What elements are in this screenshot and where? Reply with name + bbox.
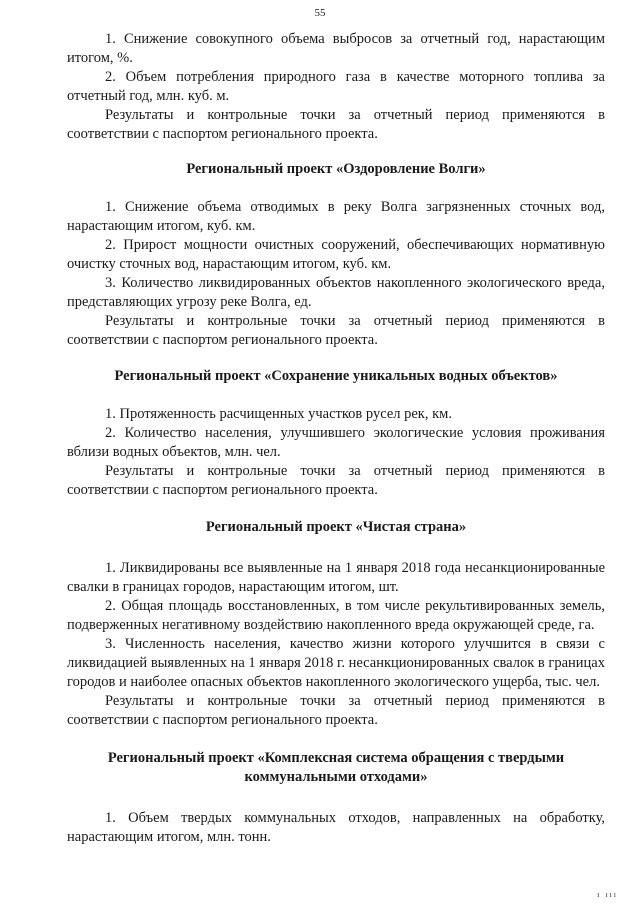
- paragraph: 2. Объем потребления природного газа в качестве моторного топлива за отчетный год, млн. куб. м.: [67, 69, 605, 104]
- paragraph: Результаты и контрольные точки за отчетный период применяются в соответствии с паспортом регионального проекта.: [67, 313, 605, 348]
- section-heading: Региональный проект «Комплексная система обращения с твердыми коммунальными отходами»: [107, 750, 565, 785]
- section-waste-management: [67, 749, 605, 847]
- paragraph: 2. Прирост мощности очистных сооружений, обеспечивающих нормативную очистку сточных вод, нарастающим итогом, куб. км.: [67, 237, 605, 272]
- section-water-objects: [67, 367, 605, 500]
- paragraph: 1. Объем твердых коммунальных отходов, направленных на обработку, нарастающим итогом, млн. тонн.: [67, 810, 605, 845]
- scan-marks: ı ııı: [597, 890, 618, 899]
- paragraph: 1. Снижение совокупного объема выбросов за отчетный год, нарастающим итогом, %.: [67, 31, 605, 66]
- section-volga: [67, 160, 605, 350]
- paragraph: 3. Количество ликвидированных объектов накопленного экологического вреда, представляющих угрозу реке Волга, ед.: [67, 275, 605, 310]
- paragraph: 2. Количество населения, улучшившего экологические условия проживания вблизи водных объектов, млн. чел.: [67, 425, 605, 460]
- intro-section: [67, 30, 605, 144]
- document-body: [67, 30, 605, 847]
- paragraph: Результаты и контрольные точки за отчетный период применяются в соответствии с паспортом регионального проекта.: [67, 463, 605, 498]
- paragraph: 3. Численность населения, качество жизни которого улучшится в связи с ликвидацией выявленных на 1 января 2018 г. несанкционированных свалок в границах городов и наиболее опасных объектов накопленного экологического ущерба, тыс. чел.: [67, 636, 605, 690]
- section-heading: Региональный проект «Чистая страна»: [205, 519, 467, 535]
- paragraph: 2. Общая площадь восстановленных, в том числе рекультивированных земель, подверженных негативному воздействию накопленного вреда окружающей среде, га.: [67, 598, 605, 633]
- paragraph: 1. Ликвидированы все выявленные на 1 января 2018 года несанкционированные свалки в границах городов, нарастающим итогом, шт.: [67, 560, 605, 595]
- section-clean-country: [67, 518, 605, 730]
- paragraph: Результаты и контрольные точки за отчетный период применяются в соответствии с паспортом регионального проекта.: [67, 107, 605, 142]
- paragraph: Результаты и контрольные точки за отчетный период применяются в соответствии с паспортом регионального проекта.: [67, 693, 605, 728]
- section-heading: Региональный проект «Оздоровление Волги»: [186, 161, 486, 177]
- page-number: 55: [314, 7, 326, 19]
- section-heading: Региональный проект «Сохранение уникальных водных объектов»: [114, 368, 558, 384]
- paragraph: 1. Снижение объема отводимых в реку Волга загрязненных сточных вод, нарастающим итогом, куб. км.: [67, 199, 605, 234]
- paragraph: 1. Протяженность расчищенных участков русел рек, км.: [105, 406, 452, 422]
